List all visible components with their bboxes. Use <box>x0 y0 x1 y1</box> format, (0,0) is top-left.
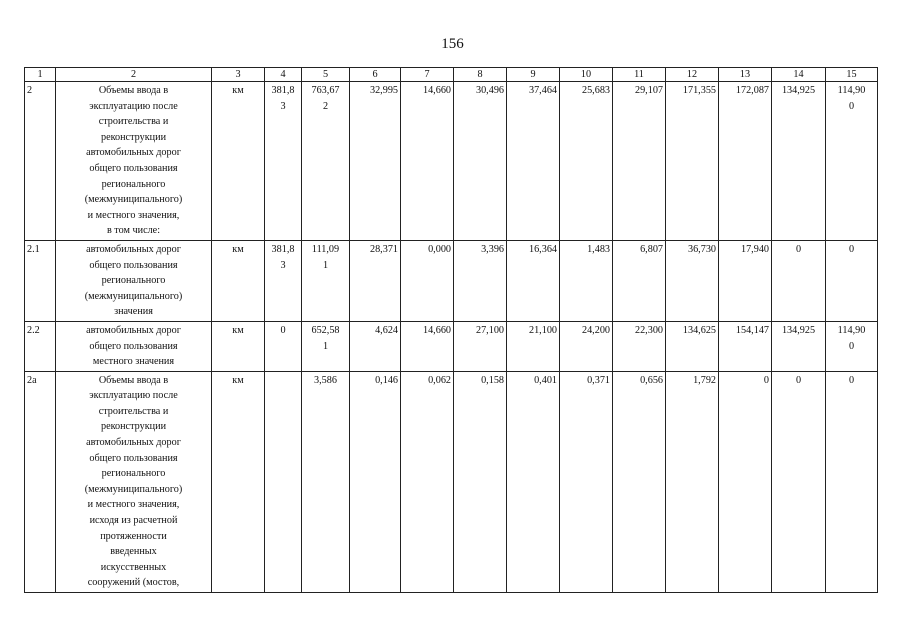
indicator-description-cell-line: в том числе: <box>106 225 161 237</box>
value-cell-col-9: 0,401 <box>507 371 560 592</box>
indicator-description-cell <box>56 321 212 371</box>
indicator-description-cell-line: строительства и <box>98 116 169 128</box>
indicator-description-cell-line: эксплуатацию после <box>89 100 178 112</box>
value-cell-col-4 <box>265 371 302 592</box>
column-number-14: 14 <box>772 68 826 82</box>
value-cell-col-7: 14,660 <box>401 82 454 241</box>
value-cell-col-6: 4,624 <box>350 321 401 371</box>
indicator-description-cell-line: местного значения <box>92 356 175 368</box>
indicator-description-cell-line: эксплуатацию после <box>89 390 178 402</box>
column-number-9: 9 <box>507 68 560 82</box>
indicator-description-cell-line: введенных <box>110 546 157 558</box>
indicator-description-cell-line: исходя из расчетной <box>89 515 178 527</box>
value-cell-col-4-line: 381,8 <box>271 243 295 255</box>
column-number-11: 11 <box>613 68 666 82</box>
value-cell-col-5 <box>302 240 350 321</box>
column-number-7: 7 <box>401 68 454 82</box>
column-number-4: 4 <box>265 68 302 82</box>
value-cell-col-9: 16,364 <box>507 240 560 321</box>
value-cell-col-8: 30,496 <box>454 82 507 241</box>
value-cell-col-7: 14,660 <box>401 321 454 371</box>
value-cell-col-12: 1,792 <box>666 371 719 592</box>
value-cell-col-13: 172,087 <box>719 82 772 241</box>
column-number-12: 12 <box>666 68 719 82</box>
unit-cell: км <box>212 82 265 241</box>
column-number-1: 1 <box>25 68 56 82</box>
scan-artifact <box>690 582 702 590</box>
unit-cell: км <box>212 240 265 321</box>
indicator-description-cell-line: Объемы ввода в <box>98 374 169 386</box>
indicator-description-cell-line: (межмуниципального) <box>84 290 183 302</box>
page-number: 156 <box>441 36 464 52</box>
value-cell-col-13: 154,147 <box>719 321 772 371</box>
value-cell-col-6: 32,995 <box>350 82 401 241</box>
value-cell-col-9: 37,464 <box>507 82 560 241</box>
value-cell-col-14: 0 <box>772 371 826 592</box>
indicator-description-cell-line: общего пользования <box>89 259 178 271</box>
value-cell-col-14: 134,925 <box>772 82 826 241</box>
column-number-2: 2 <box>56 68 212 82</box>
value-cell-col-4 <box>265 321 302 371</box>
indicator-description-cell <box>56 371 212 592</box>
column-number-header-row <box>25 68 878 82</box>
row-number-cell: 2 <box>25 82 56 241</box>
value-cell-col-4 <box>265 82 302 241</box>
value-cell-col-10: 24,200 <box>560 321 613 371</box>
indicator-description-cell <box>56 240 212 321</box>
indicator-description-cell-line: сооружений (мостов, <box>87 577 180 589</box>
indicator-description-cell-line: общего пользования <box>89 452 178 464</box>
value-cell-col-5-line: 2 <box>322 100 329 112</box>
indicator-description-cell-line: реконструкции <box>100 421 167 433</box>
indicator-description-cell-line: регионального <box>101 275 166 287</box>
indicator-description-cell-line: общего пользования <box>89 340 178 352</box>
value-cell-col-10: 25,683 <box>560 82 613 241</box>
value-cell-col-11: 29,107 <box>613 82 666 241</box>
indicator-description-cell-line: и местного значения, <box>87 499 180 511</box>
row-number-cell: 2а <box>25 371 56 592</box>
value-cell-col-15-line: 0 <box>848 243 855 255</box>
value-cell-col-8: 3,396 <box>454 240 507 321</box>
unit-cell: км <box>212 321 265 371</box>
value-cell-col-10: 0,371 <box>560 371 613 592</box>
value-cell-col-14: 134,925 <box>772 321 826 371</box>
table-row-row-2a <box>25 371 878 592</box>
value-cell-col-15 <box>826 240 878 321</box>
value-cell-col-15-line: 0 <box>848 100 855 112</box>
column-number-10: 10 <box>560 68 613 82</box>
value-cell-col-11: 0,656 <box>613 371 666 592</box>
value-cell-col-15 <box>826 371 878 592</box>
indicator-description-cell-line: регионального <box>101 178 166 190</box>
value-cell-col-15 <box>826 321 878 371</box>
unit-cell: км <box>212 371 265 592</box>
value-cell-col-13: 17,940 <box>719 240 772 321</box>
indicator-description-cell-line: значения <box>114 306 153 318</box>
value-cell-col-4 <box>265 240 302 321</box>
indicator-description-cell-line: общего пользования <box>89 162 178 174</box>
value-cell-col-5-line: 763,67 <box>311 85 340 96</box>
value-cell-col-5 <box>302 371 350 592</box>
value-cell-col-5-line: 1 <box>322 259 329 271</box>
value-cell-col-5-line: 652,58 <box>311 324 340 336</box>
value-cell-col-5-line: 3,586 <box>314 374 337 386</box>
indicator-description-cell-line: (межмуниципального) <box>84 194 183 206</box>
indicator-description-cell-line: автомобильных дорог <box>86 147 181 159</box>
indicator-description-cell-line: строительства и <box>98 405 169 417</box>
value-cell-col-15-line: 0 <box>848 374 855 386</box>
value-cell-col-12: 171,355 <box>666 82 719 241</box>
indicator-description-cell-line: автомобильных дорог <box>86 437 181 449</box>
value-cell-col-7: 0,000 <box>401 240 454 321</box>
indicator-description-cell-line: автомобильных дорог <box>86 324 181 336</box>
value-cell-col-4-line: 3 <box>280 100 286 112</box>
value-cell-col-5 <box>302 82 350 241</box>
value-cell-col-10: 1,483 <box>560 240 613 321</box>
value-cell-col-15-line: 0 <box>848 340 855 352</box>
value-cell-col-11: 6,807 <box>613 240 666 321</box>
indicator-description-cell <box>56 82 212 241</box>
value-cell-col-13: 0 <box>719 371 772 592</box>
value-cell-col-15-line: 114,90 <box>837 85 866 96</box>
value-cell-col-12: 36,730 <box>666 240 719 321</box>
value-cell-col-4-line: 0 <box>280 324 286 336</box>
value-cell-col-8: 27,100 <box>454 321 507 371</box>
column-number-8: 8 <box>454 68 507 82</box>
value-cell-col-5 <box>302 321 350 371</box>
indicator-description-cell-line: искусственных <box>100 561 167 573</box>
column-number-6: 6 <box>350 68 401 82</box>
value-cell-col-7: 0,062 <box>401 371 454 592</box>
table-row-row-2-2 <box>25 321 878 371</box>
value-cell-col-15 <box>826 82 878 241</box>
indicator-description-cell-line: (межмуниципального) <box>84 483 183 495</box>
indicator-description-cell-line: реконструкции <box>100 131 167 143</box>
indicator-description-cell-line: Объемы ввода в <box>98 85 169 96</box>
value-cell-col-4-line: 381,8 <box>271 85 295 96</box>
column-number-15: 15 <box>826 68 878 82</box>
indicator-description-cell-line: регионального <box>101 468 166 480</box>
value-cell-col-4-line: 3 <box>280 259 286 271</box>
row-number-cell: 2.2 <box>25 321 56 371</box>
column-number-5: 5 <box>302 68 350 82</box>
data-table <box>24 67 878 593</box>
table-row-row-2 <box>25 82 878 241</box>
indicator-description-cell-line: автомобильных дорог <box>86 243 181 255</box>
value-cell-col-15-line: 114,90 <box>837 324 866 336</box>
value-cell-col-6: 0,146 <box>350 371 401 592</box>
value-cell-col-5-line: 1 <box>322 340 329 352</box>
table-row-row-2-1 <box>25 240 878 321</box>
column-number-13: 13 <box>719 68 772 82</box>
value-cell-col-9: 21,100 <box>507 321 560 371</box>
indicator-description-cell-line: и местного значения, <box>87 209 180 221</box>
value-cell-col-11: 22,300 <box>613 321 666 371</box>
indicator-description-cell-line: протяженности <box>100 530 167 542</box>
value-cell-col-12: 134,625 <box>666 321 719 371</box>
value-cell-col-6: 28,371 <box>350 240 401 321</box>
value-cell-col-14: 0 <box>772 240 826 321</box>
value-cell-col-8: 0,158 <box>454 371 507 592</box>
value-cell-col-5-line: 111,09 <box>311 243 340 255</box>
row-number-cell: 2.1 <box>25 240 56 321</box>
column-number-3: 3 <box>212 68 265 82</box>
